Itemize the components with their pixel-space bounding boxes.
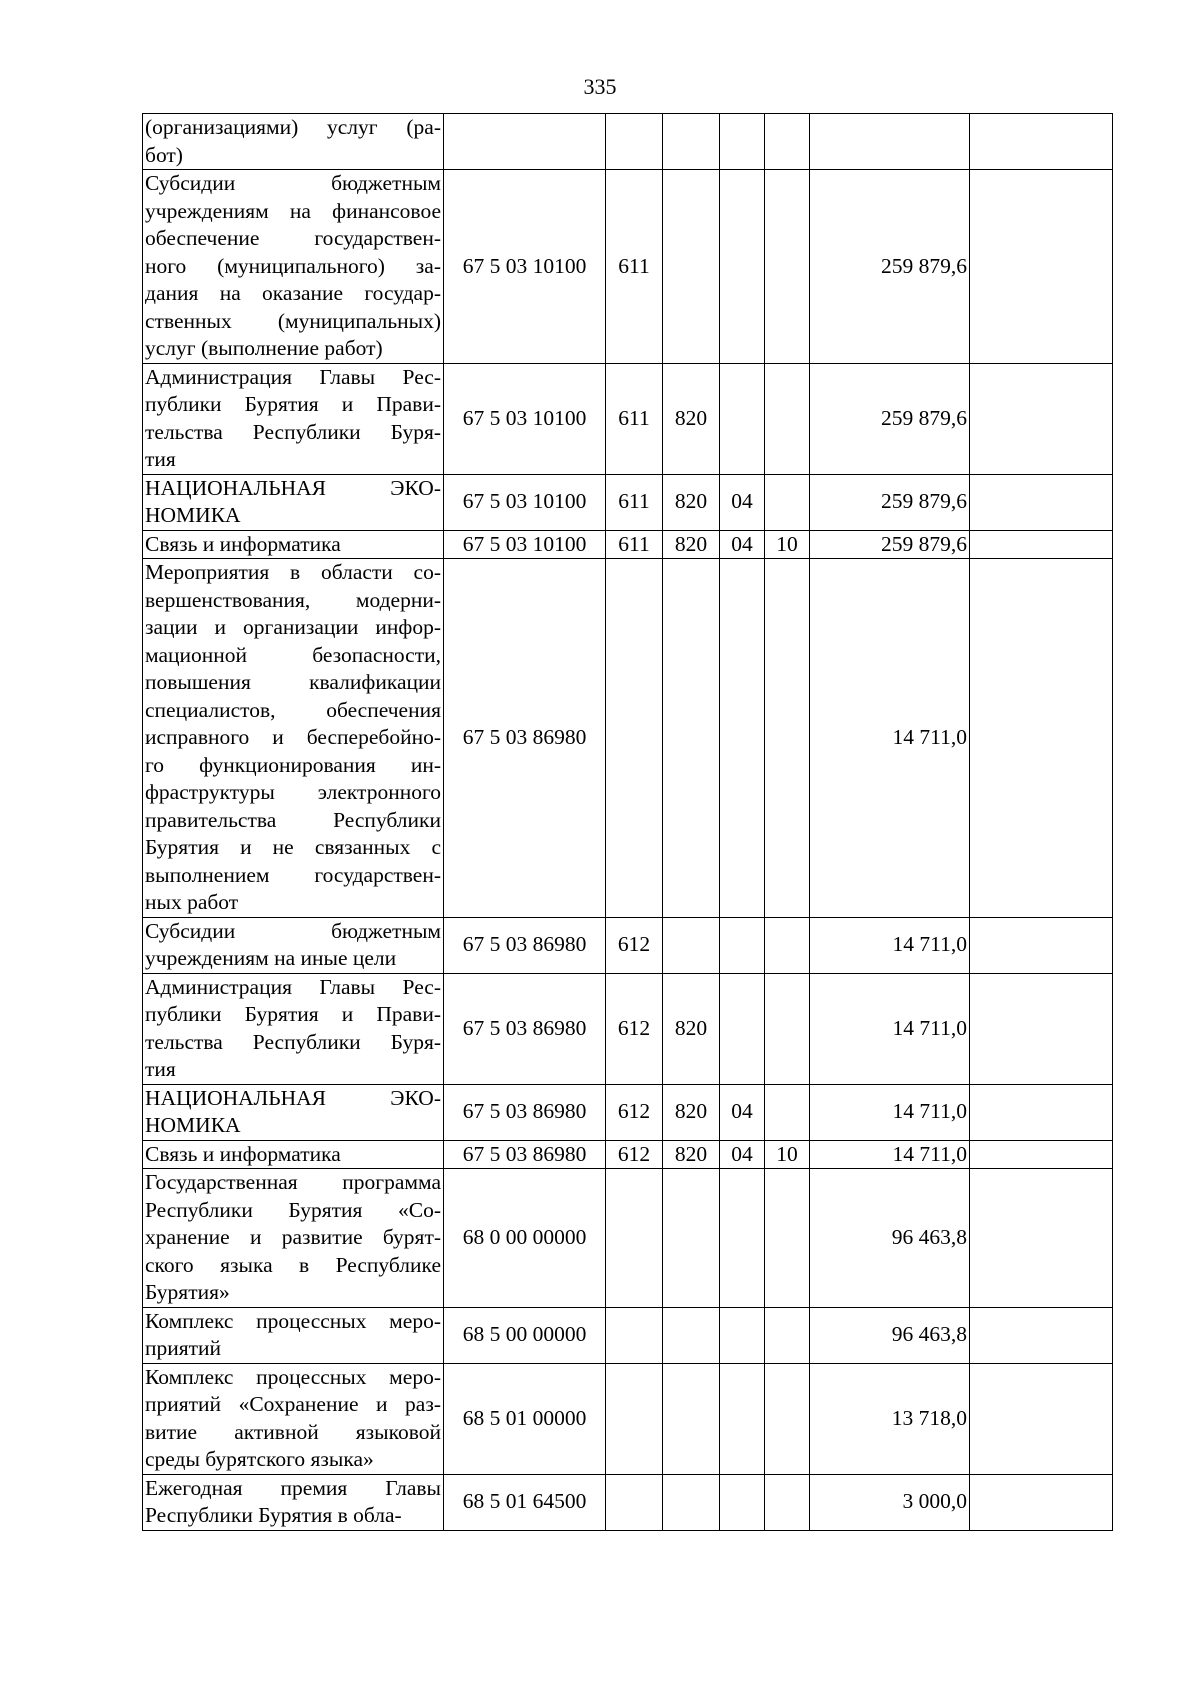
amount-cell: 13 718,0 <box>810 1363 970 1474</box>
row-name-line: Комплекс процессных меро- <box>145 1308 441 1333</box>
row-name-line: НАЦИОНАЛЬНАЯ ЭКО- <box>145 475 441 500</box>
expense-type-cell: 612 <box>606 973 663 1084</box>
ministry-code-cell <box>663 1307 720 1363</box>
extra-cell <box>970 530 1113 559</box>
table-row <box>143 1084 1113 1140</box>
target-article-cell: 68 0 00 00000 <box>444 1169 606 1308</box>
row-name-line: учреждениям на иные цели <box>145 946 397 970</box>
expense-type-cell <box>606 1307 663 1363</box>
row-name-line: приятий «Сохранение и раз- <box>145 1392 441 1416</box>
subsection-cell <box>765 363 810 474</box>
extra-cell <box>970 114 1113 170</box>
ministry-code-cell: 820 <box>663 474 720 530</box>
amount-cell: 96 463,8 <box>810 1307 970 1363</box>
row-name-line: го функционирования ин- <box>145 752 441 777</box>
row-name-line: Бурятия и не связанных с <box>145 835 441 859</box>
row-name-line: правительства Республики <box>145 807 441 832</box>
section-cell: 04 <box>720 530 765 559</box>
expense-type-cell <box>606 1363 663 1474</box>
row-name-cell <box>143 170 444 364</box>
row-name-line: вершенствования, модерни- <box>145 587 441 612</box>
ministry-code-cell: 820 <box>663 973 720 1084</box>
amount-cell: 14 711,0 <box>810 1084 970 1140</box>
row-name-line: зации и организации инфор- <box>145 615 441 639</box>
section-cell: 04 <box>720 1140 765 1169</box>
row-name-line: Субсидии бюджетным <box>145 918 441 943</box>
target-article-cell: 68 5 00 00000 <box>444 1307 606 1363</box>
ministry-code-cell: 820 <box>663 1140 720 1169</box>
expense-type-cell: 611 <box>606 170 663 364</box>
ministry-code-cell <box>663 170 720 364</box>
row-name-line: Мероприятия в области со- <box>145 560 441 584</box>
extra-cell <box>970 1140 1113 1169</box>
table-row <box>143 363 1113 474</box>
extra-cell <box>970 1169 1113 1308</box>
row-name-line: бот) <box>145 142 183 167</box>
subsection-cell <box>765 170 810 364</box>
row-name-line: повышения квалификации <box>145 670 441 694</box>
target-article-cell: 67 5 03 10100 <box>444 363 606 474</box>
row-name-line: Комплекс процессных меро- <box>145 1364 441 1389</box>
row-name-line: среды бурятского языка» <box>145 1447 374 1471</box>
row-name-line: НОМИКА <box>145 503 241 527</box>
row-name-line: ственных (муниципальных) <box>145 308 441 333</box>
row-name-line: публики Бурятия и Прави- <box>145 1002 441 1026</box>
subsection-cell <box>765 973 810 1084</box>
row-name-line: тельства Республики Буря- <box>145 1029 441 1054</box>
row-name-line: ных работ <box>145 890 239 914</box>
row-name-cell <box>143 474 444 530</box>
table-row <box>143 170 1113 364</box>
row-name-line: НАЦИОНАЛЬНАЯ ЭКО- <box>145 1085 441 1110</box>
ministry-code-cell <box>663 559 720 918</box>
row-name-line: приятий <box>145 1336 222 1360</box>
table-row <box>143 1363 1113 1474</box>
target-article-cell: 67 5 03 10100 <box>444 530 606 559</box>
row-name-cell <box>143 530 444 559</box>
section-cell <box>720 170 765 364</box>
row-name-cell <box>143 363 444 474</box>
expense-type-cell <box>606 559 663 918</box>
row-name-line: ского языка в Республике <box>145 1252 441 1277</box>
row-name-line: тия <box>145 1057 176 1081</box>
table-row <box>143 1307 1113 1363</box>
row-name-line: тельства Республики Буря- <box>145 419 441 444</box>
ministry-code-cell <box>663 114 720 170</box>
row-name-line: учреждениям на финансовое <box>145 198 441 223</box>
section-cell: 04 <box>720 474 765 530</box>
expense-type-cell: 611 <box>606 363 663 474</box>
extra-cell <box>970 170 1113 364</box>
target-article-cell: 68 5 01 64500 <box>444 1474 606 1530</box>
row-name-line: Администрация Главы Рес- <box>145 364 441 389</box>
row-name-line: витие активной языковой <box>145 1419 441 1444</box>
table-row <box>143 530 1113 559</box>
row-name-line: дания на оказание государ- <box>145 281 441 305</box>
row-name-line: услуг (выполнение работ) <box>145 336 383 360</box>
row-name-line: обеспечение государствен- <box>145 226 441 250</box>
section-cell: 04 <box>720 1084 765 1140</box>
target-article-cell: 67 5 03 86980 <box>444 973 606 1084</box>
row-name-line: Ежегодная премия Главы <box>145 1475 441 1500</box>
row-name-line: специалистов, обеспечения <box>145 697 441 722</box>
row-name-cell <box>143 973 444 1084</box>
subsection-cell: 10 <box>765 1140 810 1169</box>
row-name-cell <box>143 917 444 973</box>
row-name-cell <box>143 1474 444 1530</box>
ministry-code-cell: 820 <box>663 363 720 474</box>
subsection-cell <box>765 1084 810 1140</box>
target-article-cell: 67 5 03 10100 <box>444 474 606 530</box>
row-name-line: Республики Бурятия в обла- <box>145 1503 402 1527</box>
row-name-cell <box>143 1363 444 1474</box>
extra-cell <box>970 1474 1113 1530</box>
amount-cell: 14 711,0 <box>810 559 970 918</box>
subsection-cell <box>765 917 810 973</box>
section-cell <box>720 1307 765 1363</box>
section-cell <box>720 1363 765 1474</box>
row-name-line: Администрация Главы Рес- <box>145 974 441 999</box>
amount-cell: 14 711,0 <box>810 973 970 1084</box>
extra-cell <box>970 917 1113 973</box>
row-name-cell <box>143 1084 444 1140</box>
table-body <box>143 114 1113 1531</box>
extra-cell <box>970 1307 1113 1363</box>
target-article-cell: 67 5 03 86980 <box>444 559 606 918</box>
row-name-cell <box>143 1169 444 1308</box>
expense-type-cell: 612 <box>606 1084 663 1140</box>
row-name-line: ного (муниципального) за- <box>145 253 441 278</box>
row-name-line: Связь и информатика <box>145 1141 341 1166</box>
target-article-cell: 68 5 01 00000 <box>444 1363 606 1474</box>
ministry-code-cell <box>663 1363 720 1474</box>
target-article-cell: 67 5 03 86980 <box>444 1140 606 1169</box>
section-cell <box>720 973 765 1084</box>
table-row <box>143 973 1113 1084</box>
row-name-line: тия <box>145 447 176 471</box>
table-row <box>143 917 1113 973</box>
ministry-code-cell: 820 <box>663 530 720 559</box>
target-article-cell: 67 5 03 86980 <box>444 1084 606 1140</box>
target-article-cell: 67 5 03 10100 <box>444 170 606 364</box>
table-row <box>143 1169 1113 1308</box>
row-name-line: фраструктуры электронного <box>145 780 441 804</box>
row-name-line: Субсидии бюджетным <box>145 171 441 195</box>
subsection-cell <box>765 1363 810 1474</box>
subsection-cell <box>765 114 810 170</box>
row-name-line: исправного и бесперебойно- <box>145 725 441 749</box>
expense-type-cell: 612 <box>606 1140 663 1169</box>
extra-cell <box>970 1084 1113 1140</box>
budget-table <box>142 113 1113 1531</box>
row-name-line: (организациями) услуг (ра- <box>145 115 441 139</box>
subsection-cell <box>765 474 810 530</box>
ministry-code-cell <box>663 917 720 973</box>
page-number: 335 <box>583 74 617 99</box>
amount-cell <box>810 114 970 170</box>
subsection-cell <box>765 1307 810 1363</box>
subsection-cell <box>765 1474 810 1530</box>
extra-cell <box>970 474 1113 530</box>
extra-cell <box>970 1363 1113 1474</box>
table-row <box>143 559 1113 918</box>
expense-type-cell: 612 <box>606 917 663 973</box>
amount-cell: 14 711,0 <box>810 917 970 973</box>
row-name-cell <box>143 1307 444 1363</box>
section-cell <box>720 559 765 918</box>
row-name-line: мационной безопасности, <box>145 642 441 667</box>
target-article-cell: 67 5 03 86980 <box>444 917 606 973</box>
section-cell <box>720 114 765 170</box>
ministry-code-cell <box>663 1474 720 1530</box>
expense-type-cell <box>606 1169 663 1308</box>
expense-type-cell <box>606 114 663 170</box>
table-row <box>143 1140 1113 1169</box>
section-cell <box>720 1169 765 1308</box>
section-cell <box>720 917 765 973</box>
expense-type-cell <box>606 1474 663 1530</box>
amount-cell: 259 879,6 <box>810 363 970 474</box>
extra-cell <box>970 559 1113 918</box>
row-name-cell <box>143 559 444 918</box>
table-row <box>143 114 1113 170</box>
amount-cell: 96 463,8 <box>810 1169 970 1308</box>
row-name-line: Связь и информатика <box>145 531 341 556</box>
extra-cell <box>970 973 1113 1084</box>
row-name-line: Государственная программа <box>145 1170 441 1194</box>
table-row <box>143 1474 1113 1530</box>
row-name-line: хранение и развитие бурят- <box>145 1225 441 1249</box>
amount-cell: 14 711,0 <box>810 1140 970 1169</box>
row-name-line: НОМИКА <box>145 1113 241 1137</box>
row-name-cell <box>143 114 444 170</box>
subsection-cell <box>765 1169 810 1308</box>
amount-cell: 259 879,6 <box>810 530 970 559</box>
row-name-line: Республики Бурятия «Со- <box>145 1197 441 1222</box>
table-row <box>143 474 1113 530</box>
section-cell <box>720 363 765 474</box>
row-name-line: выполнением государствен- <box>145 862 441 887</box>
ministry-code-cell: 820 <box>663 1084 720 1140</box>
row-name-line: Бурятия» <box>145 1280 230 1304</box>
subsection-cell <box>765 559 810 918</box>
extra-cell <box>970 363 1113 474</box>
subsection-cell: 10 <box>765 530 810 559</box>
ministry-code-cell <box>663 1169 720 1308</box>
row-name-line: публики Бурятия и Прави- <box>145 392 441 416</box>
expense-type-cell: 611 <box>606 474 663 530</box>
expense-type-cell: 611 <box>606 530 663 559</box>
amount-cell: 259 879,6 <box>810 474 970 530</box>
amount-cell: 3 000,0 <box>810 1474 970 1530</box>
section-cell <box>720 1474 765 1530</box>
amount-cell: 259 879,6 <box>810 170 970 364</box>
target-article-cell <box>444 114 606 170</box>
row-name-cell <box>143 1140 444 1169</box>
